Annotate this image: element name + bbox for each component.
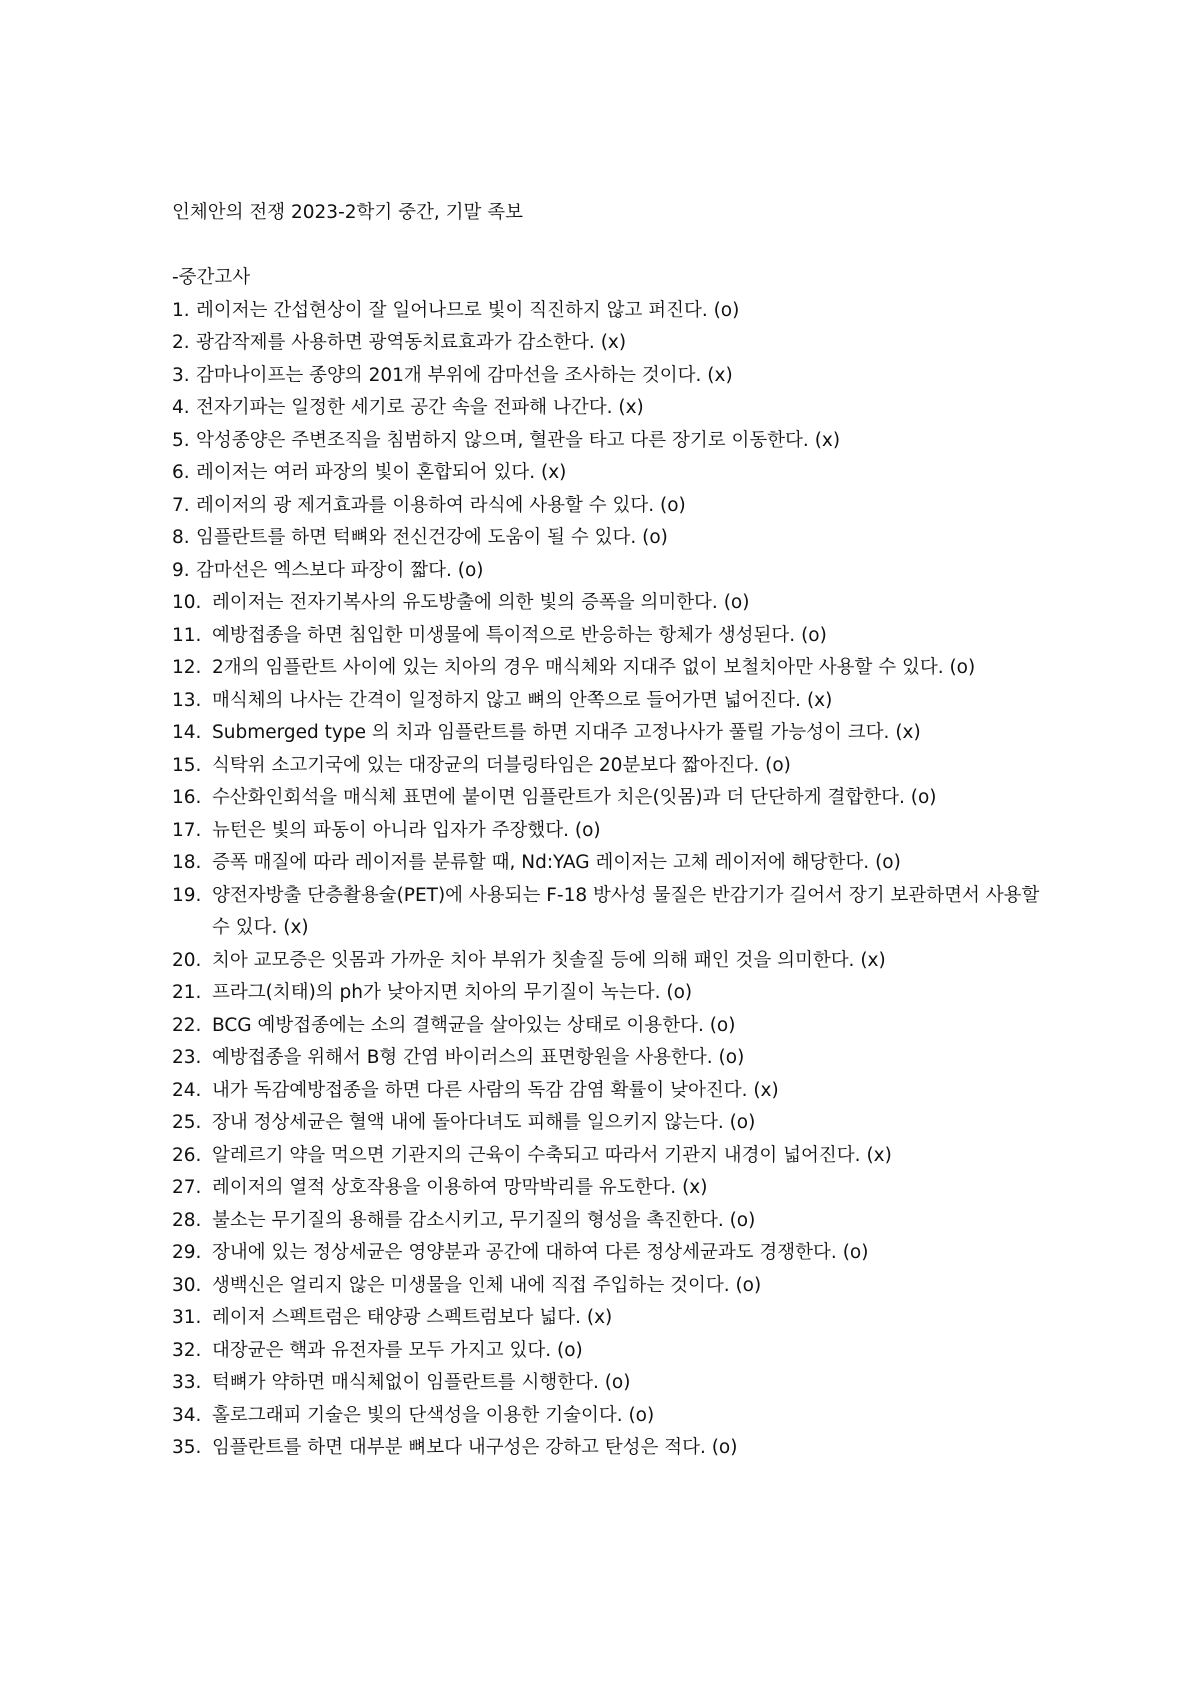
question-text-wrap xyxy=(212,815,1040,848)
question-item xyxy=(172,815,1040,848)
question-answer: (o) xyxy=(801,624,827,646)
question-text-wrap xyxy=(212,1075,1040,1108)
question-text-wrap xyxy=(212,1042,1040,1075)
question-text-wrap xyxy=(212,652,1040,685)
question-answer: (x) xyxy=(866,1144,892,1166)
question-text: 매식체의 나사는 간격이 일정하지 않고 뼈의 안쪽으로 들어가면 넓어진다. xyxy=(212,689,802,711)
question-answer: (x) xyxy=(682,1177,708,1198)
question-answer: (o) xyxy=(713,299,740,321)
question-item xyxy=(172,977,1040,1010)
question-text-wrap xyxy=(212,750,1040,783)
question-number: 9. xyxy=(172,559,190,581)
question-item xyxy=(172,1205,1040,1238)
question-text-wrap xyxy=(212,847,1040,880)
question-number: 7. xyxy=(172,494,190,516)
question-text: 장내 정상세균은 혈액 내에 돌아다녀도 피해를 일으키지 않는다. xyxy=(212,1112,724,1133)
question-number: 26. xyxy=(172,1144,202,1166)
question-text: 대장균은 핵과 유전자를 모두 가지고 있다. xyxy=(212,1339,552,1361)
question-number: 4. xyxy=(172,397,190,418)
question-number: 31. xyxy=(172,1307,202,1328)
question-text-wrap xyxy=(196,360,1040,393)
question-item xyxy=(172,1075,1040,1108)
question-text: 레이저 스펙트럼은 태양광 스펙트럼보다 넓다. xyxy=(212,1307,581,1328)
question-answer: (o) xyxy=(666,982,693,1003)
question-text-wrap xyxy=(212,685,1040,718)
question-text-wrap xyxy=(196,457,1040,490)
section-heading: -중간고사 xyxy=(172,267,251,288)
question-item xyxy=(172,457,1040,490)
question-item xyxy=(172,425,1040,458)
question-number: 32. xyxy=(172,1339,202,1361)
question-number: 13. xyxy=(172,689,202,711)
question-text: 감마선은 엑스보다 파장이 짧다. xyxy=(196,559,452,581)
question-text-wrap xyxy=(212,1205,1040,1238)
question-answer: (o) xyxy=(875,852,901,873)
question-text-wrap xyxy=(212,977,1040,1010)
question-answer: (o) xyxy=(842,1242,869,1263)
question-text-wrap xyxy=(212,1335,1040,1368)
question-answer: (o) xyxy=(556,1339,583,1361)
question-number: 16. xyxy=(172,787,202,808)
question-answer: (o) xyxy=(729,1209,756,1231)
question-text: 생백신은 얼리지 않은 미생물을 인체 내에 직접 주입하는 것이다. xyxy=(212,1274,730,1296)
question-item xyxy=(172,880,1040,945)
question-text-wrap xyxy=(212,587,1040,620)
question-answer: (x) xyxy=(283,917,309,938)
question-answer: (x) xyxy=(753,1079,779,1101)
question-text: BCG 예방접종에는 소의 결핵균을 살아있는 상태로 이용한다. xyxy=(212,1014,704,1036)
question-text: 임플란트를 하면 턱뼈와 전신건강에 도움이 될 수 있다. xyxy=(196,527,637,548)
question-item xyxy=(172,1302,1040,1335)
question-number: 15. xyxy=(172,754,202,776)
question-number: 2. xyxy=(172,332,190,353)
question-item xyxy=(172,1010,1040,1043)
question-text: 악성종양은 주변조직을 침범하지 않으며, 혈관을 타고 다른 장기로 이동한다. xyxy=(196,429,809,451)
question-text: 예방접종을 하면 침입한 미생물에 특이적으로 반응하는 항체가 생성된다. xyxy=(212,624,796,646)
question-number: 3. xyxy=(172,364,190,386)
question-text: 예방접종을 위해서 B형 간염 바이러스의 표면항원을 사용한다. xyxy=(212,1047,713,1068)
question-number: 20. xyxy=(172,949,202,971)
question-number: 25. xyxy=(172,1112,202,1133)
question-answer: (x) xyxy=(814,429,841,451)
question-text-wrap xyxy=(212,1270,1040,1303)
question-text-wrap xyxy=(212,1237,1040,1270)
question-text: 레이저는 여러 파장의 빛이 혼합되어 있다. xyxy=(196,462,536,483)
question-number: 22. xyxy=(172,1014,202,1036)
question-number: 1. xyxy=(172,299,190,321)
question-number: 33. xyxy=(172,1372,202,1393)
question-answer: (x) xyxy=(707,364,733,386)
question-text: 증폭 매질에 따라 레이저를 분류할 때, Nd:YAG 레이저는 고체 레이저에 해당한다. xyxy=(212,852,870,873)
question-answer: (x) xyxy=(806,689,833,711)
question-text: 레이저는 간섭현상이 잘 일어나므로 빛이 직진하지 않고 퍼진다. xyxy=(196,299,708,321)
question-item xyxy=(172,685,1040,718)
question-text: 불소는 무기질의 용해를 감소시키고, 무기질의 형성을 촉진한다. xyxy=(212,1209,724,1231)
question-list xyxy=(172,295,1040,1465)
question-item xyxy=(172,1400,1040,1433)
question-item xyxy=(172,1367,1040,1400)
question-answer: (o) xyxy=(711,1437,738,1458)
question-text-wrap xyxy=(196,392,1040,425)
question-item xyxy=(172,1237,1040,1270)
question-number: 10. xyxy=(172,592,202,613)
question-text-wrap xyxy=(212,1010,1040,1043)
question-number: 14. xyxy=(172,722,202,743)
question-answer: (o) xyxy=(949,657,976,678)
question-text: 2개의 임플란트 사이에 있는 치아의 경우 매식체와 지대주 없이 보철치아만 사용할 수 있다. xyxy=(212,657,944,678)
question-answer: (o) xyxy=(765,754,791,776)
question-text: 홀로그래피 기술은 빛의 단색성을 이용한 기술이다. xyxy=(212,1404,623,1426)
question-text: 수산화인회석을 매식체 표면에 붙이면 임플란트가 치은(잇몸)과 더 단단하게 결합한다. xyxy=(212,787,905,808)
question-number: 8. xyxy=(172,527,190,548)
question-number: 35. xyxy=(172,1437,202,1458)
question-text: 턱뼈가 약하면 매식체없이 임플란트를 시행한다. xyxy=(212,1372,599,1393)
question-item xyxy=(172,652,1040,685)
spacer xyxy=(172,230,1040,263)
question-text-wrap xyxy=(212,1140,1040,1173)
question-text-wrap xyxy=(212,1302,1040,1335)
question-item xyxy=(172,945,1040,978)
question-answer: (x) xyxy=(860,949,886,971)
question-text: 임플란트를 하면 대부분 뼈보다 내구성은 강하고 탄성은 적다. xyxy=(212,1437,706,1458)
question-text: 전자기파는 일정한 세기로 공간 속을 전파해 나간다. xyxy=(196,397,613,418)
question-item xyxy=(172,490,1040,523)
question-text-wrap xyxy=(196,555,1040,588)
question-item xyxy=(172,1140,1040,1173)
question-answer: (o) xyxy=(910,787,937,808)
question-item xyxy=(172,1172,1040,1205)
question-answer: (o) xyxy=(457,559,484,581)
question-answer: (o) xyxy=(718,1047,745,1068)
document-page xyxy=(172,197,1040,1465)
question-text-wrap xyxy=(212,782,1040,815)
question-text-wrap xyxy=(196,425,1040,458)
question-text-wrap xyxy=(212,880,1040,945)
question-item xyxy=(172,1432,1040,1465)
question-number: 12. xyxy=(172,657,202,678)
question-answer: (o) xyxy=(628,1404,655,1426)
document-title: 인체안의 전쟁 2023-2학기 중간, 기말 족보 xyxy=(172,202,524,223)
question-number: 24. xyxy=(172,1079,202,1101)
question-text: 감마나이프는 종양의 201개 부위에 감마선을 조사하는 것이다. xyxy=(196,364,702,386)
question-item xyxy=(172,327,1040,360)
question-text: 장내에 있는 정상세균은 영양분과 공간에 대하여 다른 정상세균과도 경쟁한다. xyxy=(212,1242,837,1263)
question-item xyxy=(172,1270,1040,1303)
question-item xyxy=(172,750,1040,783)
question-item xyxy=(172,295,1040,328)
question-text: 레이저의 열적 상호작용을 이용하여 망막박리를 유도한다. xyxy=(212,1177,677,1198)
question-text-wrap xyxy=(212,1172,1040,1205)
question-text: 프라그(치태)의 ph가 낮아지면 치아의 무기질이 녹는다. xyxy=(212,982,661,1003)
question-text-wrap xyxy=(212,1107,1040,1140)
question-number: 18. xyxy=(172,852,202,873)
question-answer: (o) xyxy=(723,592,750,613)
question-text: 레이저는 전자기복사의 유도방출에 의한 빛의 증폭을 의미한다. xyxy=(212,592,718,613)
question-number: 23. xyxy=(172,1047,202,1068)
question-item xyxy=(172,1107,1040,1140)
question-text-wrap xyxy=(212,1400,1040,1433)
question-item xyxy=(172,555,1040,588)
question-text: 알레르기 약을 먹으면 기관지의 근육이 수축되고 따라서 기관지 내경이 넓어진다. xyxy=(212,1144,861,1166)
question-text-wrap xyxy=(212,620,1040,653)
question-number: 11. xyxy=(172,624,202,646)
question-text-wrap xyxy=(196,522,1040,555)
question-answer: (o) xyxy=(574,819,601,841)
question-answer: (x) xyxy=(600,332,627,353)
question-text: 내가 독감예방접종을 하면 다른 사람의 독감 감염 확률이 낮아진다. xyxy=(212,1079,748,1101)
question-answer: (o) xyxy=(659,494,686,516)
question-answer: (o) xyxy=(604,1372,631,1393)
question-text: 광감작제를 사용하면 광역동치료효과가 감소한다. xyxy=(196,332,595,353)
question-answer: (x) xyxy=(618,397,644,418)
question-item xyxy=(172,392,1040,425)
question-item xyxy=(172,1335,1040,1368)
question-text-wrap xyxy=(212,1367,1040,1400)
question-number: 29. xyxy=(172,1242,202,1263)
question-item xyxy=(172,522,1040,555)
question-answer: (x) xyxy=(895,722,921,743)
question-number: 30. xyxy=(172,1274,202,1296)
question-item xyxy=(172,717,1040,750)
question-text: 레이저의 광 제거효과를 이용하여 라식에 사용할 수 있다. xyxy=(196,494,655,516)
question-text-wrap xyxy=(212,1432,1040,1465)
question-text: Submerged type 의 치과 임플란트를 하면 지대주 고정나사가 풀릴 가능성이 크다. xyxy=(212,722,890,743)
question-text-wrap xyxy=(212,945,1040,978)
question-answer: (o) xyxy=(735,1274,762,1296)
question-number: 28. xyxy=(172,1209,202,1231)
question-answer: (x) xyxy=(586,1307,613,1328)
question-number: 6. xyxy=(172,462,190,483)
question-item xyxy=(172,620,1040,653)
question-number: 17. xyxy=(172,819,202,841)
question-item xyxy=(172,782,1040,815)
question-text-wrap xyxy=(196,295,1040,328)
question-number: 21. xyxy=(172,982,202,1003)
question-text-wrap xyxy=(196,327,1040,360)
question-item xyxy=(172,360,1040,393)
question-item xyxy=(172,847,1040,880)
question-number: 19. xyxy=(172,884,202,906)
question-text: 양전자방출 단층촬용술(PET)에 사용되는 F-18 방사성 물질은 반감기가 길어서 장기 보관하면서 사용할 수 있다. xyxy=(212,884,1040,938)
question-answer: (o) xyxy=(709,1014,736,1036)
question-item xyxy=(172,1042,1040,1075)
question-text: 뉴턴은 빛의 파동이 아니라 입자가 주장했다. xyxy=(212,819,569,841)
question-answer: (o) xyxy=(729,1112,756,1133)
question-number: 34. xyxy=(172,1404,202,1426)
question-answer: (o) xyxy=(642,527,668,548)
question-answer: (x) xyxy=(540,462,567,483)
question-number: 27. xyxy=(172,1177,202,1198)
question-text-wrap xyxy=(212,717,1040,750)
question-number: 5. xyxy=(172,429,190,451)
question-item xyxy=(172,587,1040,620)
question-text: 치아 교모증은 잇몸과 가까운 치아 부위가 칫솔질 등에 의해 패인 것을 의미한다. xyxy=(212,949,855,971)
question-text-wrap xyxy=(196,490,1040,523)
question-text: 식탁위 소고기국에 있는 대장균의 더블링타임은 20분보다 짧아진다. xyxy=(212,754,760,776)
